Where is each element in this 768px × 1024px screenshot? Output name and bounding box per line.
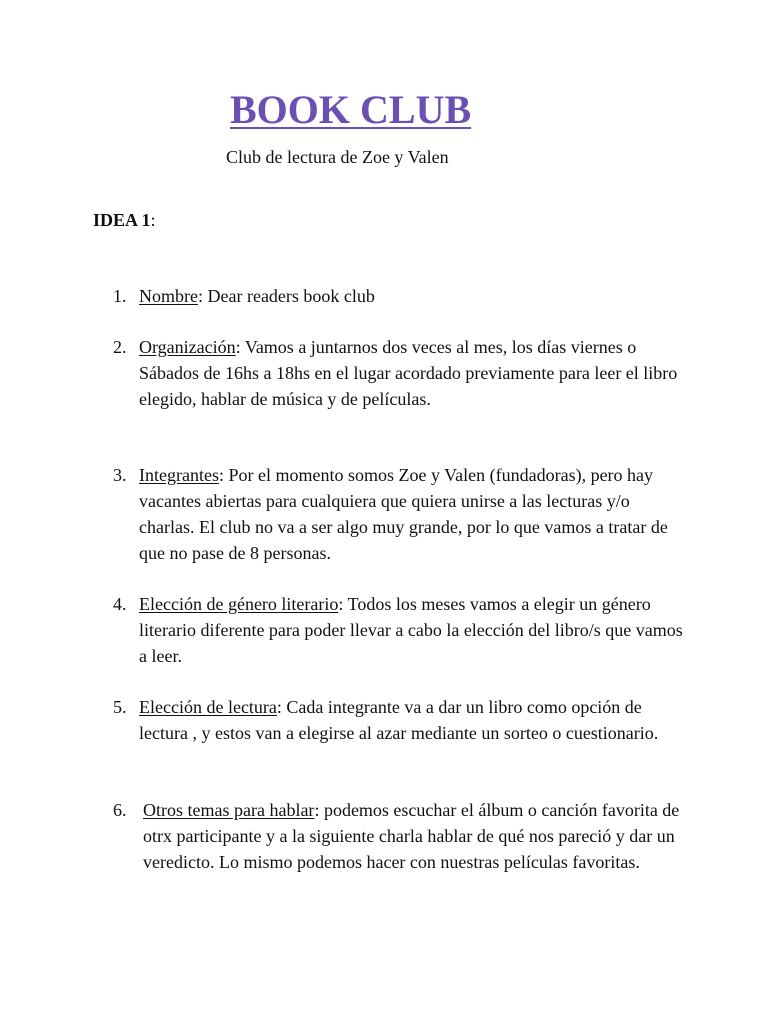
- list-item: [113, 694, 683, 746]
- list-item-term: Elección de género literario: [139, 594, 339, 614]
- list-item-body: [143, 797, 683, 875]
- list-item: [113, 591, 683, 669]
- list-item-text: : Dear readers book club: [197, 286, 375, 306]
- list-item: [113, 797, 683, 875]
- list-item-body: [139, 591, 683, 669]
- list-item-number: 6.: [113, 800, 127, 820]
- list-item-body: [139, 334, 683, 412]
- list-item-number: 1.: [113, 286, 127, 306]
- list-item-body: [139, 694, 683, 746]
- list-item: [113, 283, 683, 309]
- list-item: [113, 334, 683, 412]
- list-item-number: 3.: [113, 465, 127, 485]
- list-item-body: [139, 462, 683, 566]
- list-item-term: Integrantes: [139, 465, 219, 485]
- list-item-body: [139, 283, 683, 309]
- list-item-number: 4.: [113, 594, 127, 614]
- list-item-term: Otros temas para hablar: [143, 800, 315, 820]
- list-item: [113, 462, 683, 566]
- idea-heading-colon: :: [150, 210, 156, 230]
- page-title: BOOK CLUB: [230, 87, 472, 132]
- list-item-text: : Por el momento somos Zoe y Valen (fundadoras), pero hay vacantes abiertas para cualquiera que quiera unirse a las lecturas y/o charlas. El club no va a ser algo muy grande, por lo que vamos a tratar de que no pase de 8 personas.: [139, 465, 668, 563]
- list-item-text: : podemos escuchar el álbum o canción favorita de otrx participante y a la siguiente charla hablar de qué nos pareció y dar un veredicto. Lo mismo podemos hacer con nuestras películas favoritas.: [143, 800, 680, 872]
- list-item-number: 2.: [113, 337, 127, 357]
- idea-heading-label: IDEA 1: [93, 210, 151, 230]
- list-item-number: 5.: [113, 697, 127, 717]
- list-item-text: : Todos los meses vamos a elegir un género literario diferente para poder llevar a cabo la elección del libro/s que vamos a leer.: [139, 594, 683, 666]
- list-item-term: Organización: [139, 337, 236, 357]
- list-item-text: : Cada integrante va a dar un libro como opción de lectura , y estos van a elegirse al azar mediante un sorteo o cuestionario.: [139, 697, 659, 743]
- list-item-term: Nombre: [139, 286, 198, 306]
- idea-heading: [93, 208, 156, 232]
- page-subtitle: Club de lectura de Zoe y Valen: [226, 147, 449, 167]
- list-item-text: : Vamos a juntarnos dos veces al mes, los días viernes o Sábados de 16hs a 18hs en el lugar acordado previamente para leer el libro elegido, hablar de música y de películas.: [139, 337, 678, 409]
- list-item-term: Elección de lectura: [139, 697, 277, 717]
